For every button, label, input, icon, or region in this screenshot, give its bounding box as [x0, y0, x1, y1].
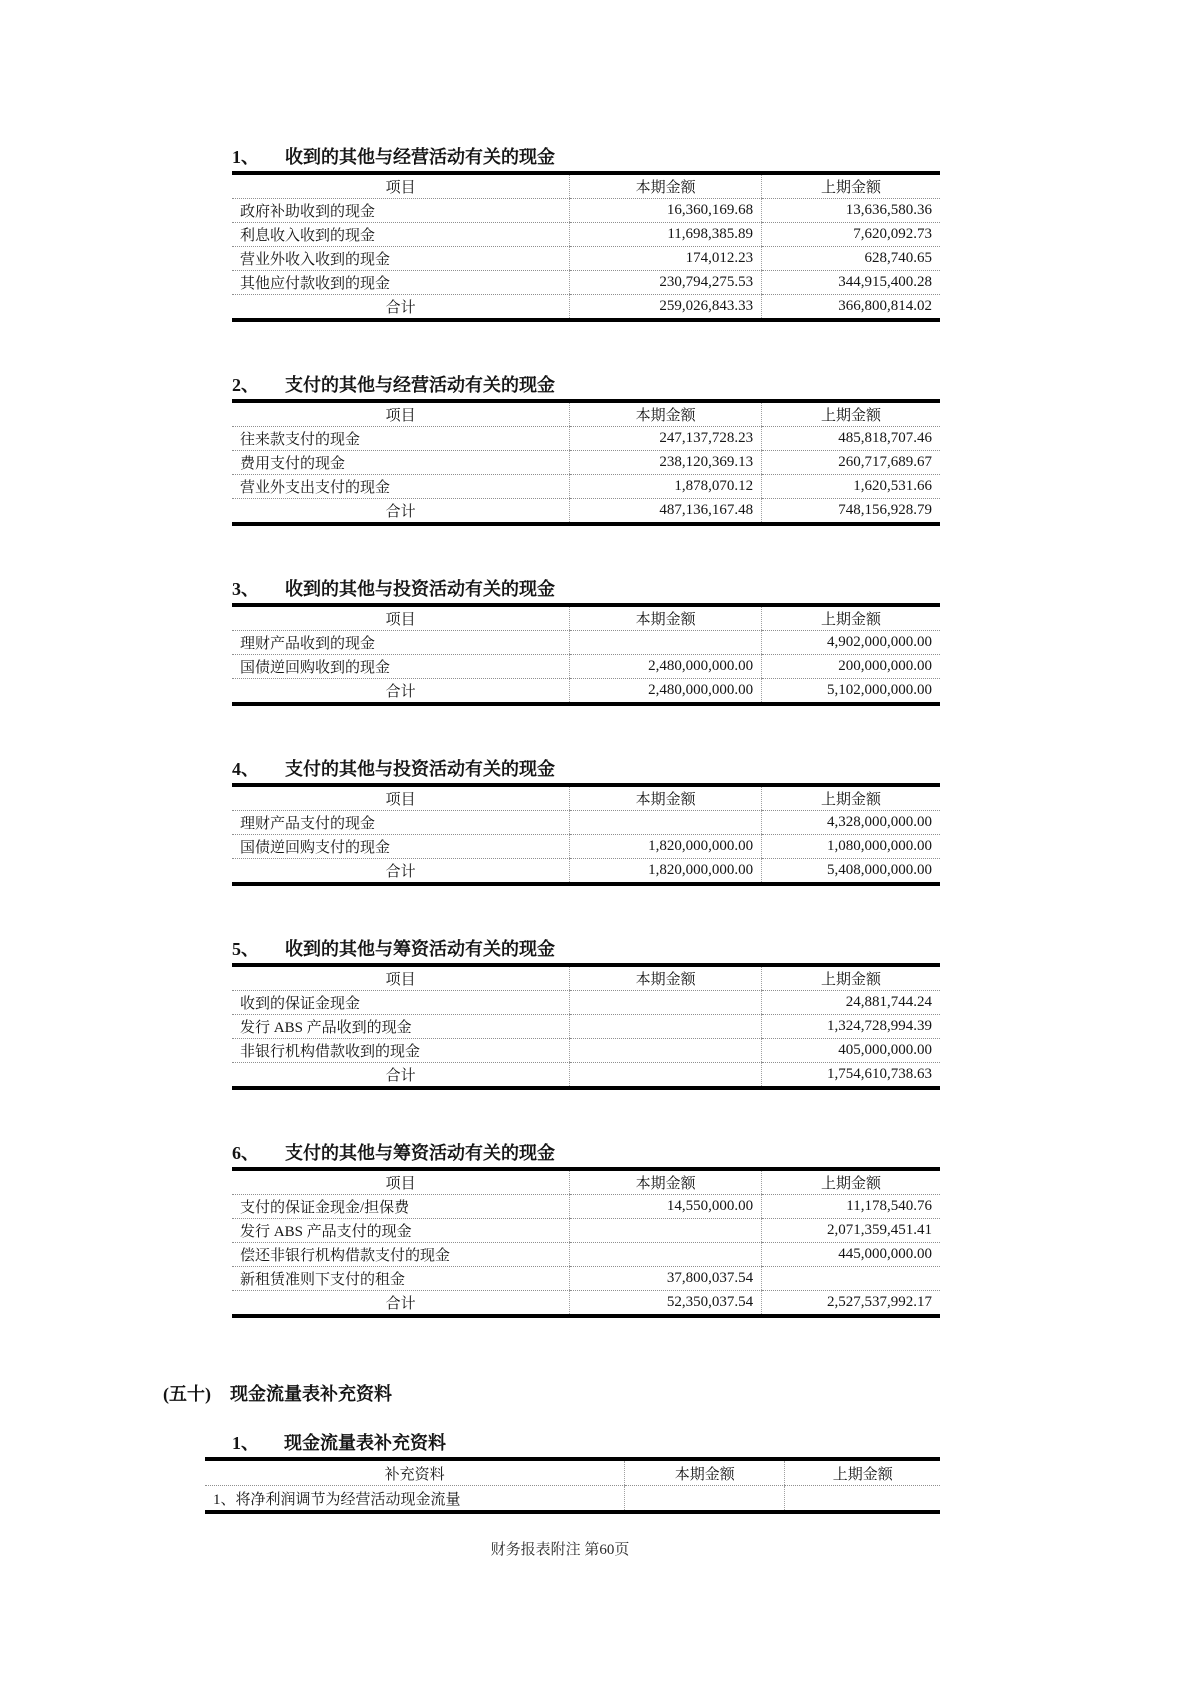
- total-label: 合计: [385, 300, 416, 316]
- table-number: 4、: [232, 759, 259, 779]
- prior-amount-cell: 260,717,689.67: [762, 451, 940, 475]
- column-header-item: 补充资料: [205, 1461, 625, 1486]
- column-header-current-period: 本期金额: [625, 1461, 785, 1486]
- total-row: [232, 1291, 940, 1317]
- table-row: [232, 1015, 940, 1039]
- column-header-item: 项目: [232, 607, 570, 631]
- data-table: [232, 403, 940, 526]
- item-cell: 营业外收入收到的现金: [232, 247, 570, 271]
- prior-amount-cell: 405,000,000.00: [762, 1039, 940, 1063]
- table-row: [232, 451, 940, 475]
- item-cell: 国债逆回购支付的现金: [232, 835, 570, 859]
- table-row: [232, 271, 940, 295]
- table-row: [232, 427, 940, 451]
- current-amount-cell: [570, 1243, 762, 1267]
- table-row: [232, 1243, 940, 1267]
- table-heading: [232, 1142, 940, 1171]
- prior-amount-cell: 748,156,928.79: [762, 499, 940, 525]
- header-row: [232, 787, 940, 811]
- prior-amount-cell: 1,620,531.66: [762, 475, 940, 499]
- prior-amount-cell: 344,915,400.28: [762, 271, 940, 295]
- supplement-table-title: 现金流量表补充资料: [284, 1433, 446, 1453]
- prior-amount-cell: 11,178,540.76: [762, 1195, 940, 1219]
- table-section: [232, 758, 940, 886]
- column-header-current-period: 本期金额: [570, 175, 762, 199]
- section-heading: [163, 1382, 1200, 1406]
- table-row: [232, 811, 940, 835]
- table-section: [232, 1142, 940, 1318]
- column-header-current-period: 本期金额: [570, 1171, 762, 1195]
- column-header-prior-period: 上期金额: [762, 787, 940, 811]
- table-row: [232, 1039, 940, 1063]
- prior-amount-cell: [785, 1486, 940, 1513]
- prior-amount-cell: 4,328,000,000.00: [762, 811, 940, 835]
- total-row: [232, 1063, 940, 1089]
- prior-amount-cell: 24,881,744.24: [762, 991, 940, 1015]
- current-amount-cell: 174,012.23: [570, 247, 762, 271]
- current-amount-cell: 259,026,843.33: [570, 295, 762, 321]
- table-row: [232, 475, 940, 499]
- table-heading: [232, 758, 940, 787]
- total-label: 合计: [385, 864, 416, 880]
- prior-amount-cell: 445,000,000.00: [762, 1243, 940, 1267]
- item-cell: 偿还非银行机构借款支付的现金: [232, 1243, 570, 1267]
- item-cell: 政府补助收到的现金: [232, 199, 570, 223]
- column-header-item: 项目: [232, 175, 570, 199]
- table-row: [232, 1195, 940, 1219]
- current-amount-cell: 16,360,169.68: [570, 199, 762, 223]
- current-amount-cell: [570, 1039, 762, 1063]
- prior-amount-cell: 628,740.65: [762, 247, 940, 271]
- current-amount-cell: [570, 1015, 762, 1039]
- prior-amount-cell: 485,818,707.46: [762, 427, 940, 451]
- table-row: [232, 1219, 940, 1243]
- current-amount-cell: [570, 1219, 762, 1243]
- supplement-table-section: [205, 1432, 940, 1514]
- prior-amount-cell: [762, 1267, 940, 1291]
- data-table: [232, 607, 940, 706]
- table-heading: [232, 578, 940, 607]
- current-amount-cell: 37,800,037.54: [570, 1267, 762, 1291]
- table-row: [205, 1486, 940, 1513]
- table-title: 支付的其他与投资活动有关的现金: [285, 759, 555, 779]
- column-header-item: 项目: [232, 967, 570, 991]
- column-header-current-period: 本期金额: [570, 403, 762, 427]
- current-amount-cell: [625, 1486, 785, 1513]
- current-amount-cell: 1,820,000,000.00: [570, 835, 762, 859]
- column-header-prior-period: 上期金额: [762, 403, 940, 427]
- section-title: 现金流量表补充资料: [230, 1384, 392, 1404]
- prior-amount-cell: 2,071,359,451.41: [762, 1219, 940, 1243]
- table-row: [232, 655, 940, 679]
- table-heading: [232, 146, 940, 175]
- current-amount-cell: 238,120,369.13: [570, 451, 762, 475]
- header-row: [232, 607, 940, 631]
- current-amount-cell: 2,480,000,000.00: [570, 655, 762, 679]
- tables-container: [0, 146, 1200, 1318]
- table-number: 2、: [232, 375, 259, 395]
- prior-amount-cell: 2,527,537,992.17: [762, 1291, 940, 1317]
- header-row: [232, 1171, 940, 1195]
- total-row: [232, 295, 940, 321]
- current-amount-cell: 487,136,167.48: [570, 499, 762, 525]
- column-header-prior-period: 上期金额: [785, 1461, 940, 1486]
- table-heading: [232, 938, 940, 967]
- data-table: [232, 175, 940, 322]
- item-cell: 非银行机构借款收到的现金: [232, 1039, 570, 1063]
- prior-amount-cell: 13,636,580.36: [762, 199, 940, 223]
- data-table: [232, 1171, 940, 1318]
- current-amount-cell: 52,350,037.54: [570, 1291, 762, 1317]
- current-amount-cell: [570, 631, 762, 655]
- header-row: [232, 967, 940, 991]
- item-cell: 费用支付的现金: [232, 451, 570, 475]
- total-label: 合计: [385, 1068, 416, 1084]
- column-header-prior-period: 上期金额: [762, 1171, 940, 1195]
- current-amount-cell: [570, 991, 762, 1015]
- table-section: [232, 938, 940, 1090]
- prior-amount-cell: 366,800,814.02: [762, 295, 940, 321]
- item-cell: 其他应付款收到的现金: [232, 271, 570, 295]
- item-cell: 发行 ABS 产品收到的现金: [232, 1015, 570, 1039]
- table-section: [232, 374, 940, 526]
- column-header-item: 项目: [232, 787, 570, 811]
- table-number: 5、: [232, 939, 259, 959]
- footer-page-label: 财务报表附注 第60页: [490, 1542, 630, 1558]
- column-header-current-period: 本期金额: [570, 967, 762, 991]
- prior-amount-cell: 4,902,000,000.00: [762, 631, 940, 655]
- item-cell: 往来款支付的现金: [232, 427, 570, 451]
- current-amount-cell: 2,480,000,000.00: [570, 679, 762, 705]
- column-header-current-period: 本期金额: [570, 607, 762, 631]
- prior-amount-cell: 1,080,000,000.00: [762, 835, 940, 859]
- item-cell: 新租赁准则下支付的租金: [232, 1267, 570, 1291]
- prior-amount-cell: 7,620,092.73: [762, 223, 940, 247]
- data-table: [232, 787, 940, 886]
- current-amount-cell: [570, 811, 762, 835]
- supplement-table-number: 1、: [232, 1433, 259, 1453]
- data-table: [232, 967, 940, 1090]
- prior-amount-cell: 1,754,610,738.63: [762, 1063, 940, 1089]
- current-amount-cell: 230,794,275.53: [570, 271, 762, 295]
- column-header-prior-period: 上期金额: [762, 607, 940, 631]
- item-cell: 国债逆回购收到的现金: [232, 655, 570, 679]
- total-row: [232, 499, 940, 525]
- table-heading: [232, 374, 940, 403]
- table-title: 收到的其他与投资活动有关的现金: [285, 579, 555, 599]
- table-number: 6、: [232, 1143, 259, 1163]
- total-label: 合计: [385, 684, 416, 700]
- current-amount-cell: [570, 1063, 762, 1089]
- table-section: [232, 578, 940, 706]
- table-title: 收到的其他与经营活动有关的现金: [285, 147, 555, 167]
- column-header-current-period: 本期金额: [570, 787, 762, 811]
- table-title: 收到的其他与筹资活动有关的现金: [285, 939, 555, 959]
- item-cell: 利息收入收到的现金: [232, 223, 570, 247]
- header-row: [232, 403, 940, 427]
- prior-amount-cell: 5,102,000,000.00: [762, 679, 940, 705]
- column-header-item: 项目: [232, 1171, 570, 1195]
- item-cell: 发行 ABS 产品支付的现金: [232, 1219, 570, 1243]
- total-label: 合计: [385, 504, 416, 520]
- column-header-prior-period: 上期金额: [762, 967, 940, 991]
- item-cell: 理财产品支付的现金: [232, 811, 570, 835]
- item-cell: 收到的保证金现金: [232, 991, 570, 1015]
- table-row: [232, 223, 940, 247]
- item-cell: 营业外支出支付的现金: [232, 475, 570, 499]
- column-header-item: 项目: [232, 403, 570, 427]
- table-row: [232, 199, 940, 223]
- item-cell: 支付的保证金现金/担保费: [232, 1195, 570, 1219]
- total-row: [232, 679, 940, 705]
- prior-amount-cell: 200,000,000.00: [762, 655, 940, 679]
- total-label: 合计: [385, 1296, 416, 1312]
- table-row: [232, 1267, 940, 1291]
- table-section: [232, 146, 940, 322]
- item-cell: 1、将净利润调节为经营活动现金流量: [213, 1491, 461, 1508]
- table-title: 支付的其他与经营活动有关的现金: [285, 375, 555, 395]
- prior-amount-cell: 1,324,728,994.39: [762, 1015, 940, 1039]
- current-amount-cell: 1,878,070.12: [570, 475, 762, 499]
- item-cell: 理财产品收到的现金: [232, 631, 570, 655]
- table-number: 1、: [232, 147, 259, 167]
- header-row: [232, 175, 940, 199]
- current-amount-cell: 14,550,000.00: [570, 1195, 762, 1219]
- supplement-table-heading: [205, 1432, 940, 1461]
- supplement-data-table: [205, 1461, 940, 1514]
- table-row: [232, 631, 940, 655]
- current-amount-cell: 247,137,728.23: [570, 427, 762, 451]
- current-amount-cell: 1,820,000,000.00: [570, 859, 762, 885]
- table-row: [232, 991, 940, 1015]
- column-header-prior-period: 上期金额: [762, 175, 940, 199]
- table-number: 3、: [232, 579, 259, 599]
- prior-amount-cell: 5,408,000,000.00: [762, 859, 940, 885]
- section-label: (五十): [163, 1384, 211, 1404]
- table-title: 支付的其他与筹资活动有关的现金: [285, 1143, 555, 1163]
- table-row: [232, 247, 940, 271]
- header-row: [205, 1461, 940, 1486]
- total-row: [232, 859, 940, 885]
- table-row: [232, 835, 940, 859]
- current-amount-cell: 11,698,385.89: [570, 223, 762, 247]
